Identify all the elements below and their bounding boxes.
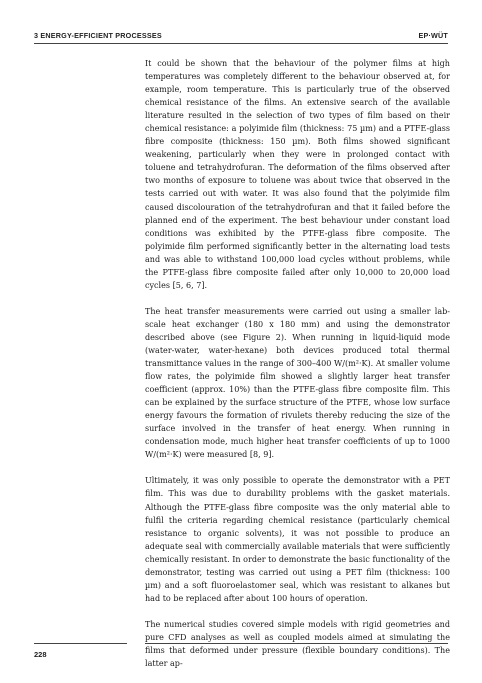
- section-title: 3 ENERGY-EFFICIENT PROCESSES: [34, 30, 162, 40]
- paragraph-polymer-films: It could be shown that the behaviour of the polymer films at high temperatures was completely different to the behaviour observed at, for example, room temperature. This is particularly true of the observed chemical resistance of the films. An extensive search of the available literature resulted in the selection of two types of film based on their chemical resistance: a polyimide film (thickness: 75 µm) and a PTFE-glass fibre composite (thickness: 150 µm). Both films showed significant weakening, particularly when they were in prolonged contact with toluene and tetrahydrofuran. The deformation of the films observed after two months of exposure to toluene was about twice that observed in the tests carried out with water. It was also found that the polyimide film caused discolouration of the tetrahydrofuran and that it failed before the planned end of the experiment. The best behaviour under constant load conditions was exhibited by the PTFE-glass fibre composite. The polyimide film performed significantly better in the alternating load tests and was able to withstand 100,000 load cycles without problems, while the PTFE-glass fibre composite failed after only 10,000 to 20,000 load cycles [5, 6, 7].: [145, 59, 450, 290]
- publisher-mark: EP·WÜT: [418, 30, 448, 40]
- footer-divider-right: [145, 643, 448, 644]
- body-text: [145, 57, 450, 683]
- paragraph-heat-transfer: The heat transfer measurements were carried out using a smaller lab-scale heat exchanger (180 x 180 mm) and using the demonstrator described above (see Figure 2). When running in liquid-liquid mode (water-water, water-hexane) both devices produced total thermal transmittance values in the range of 300–400 W/(m²·K). At smaller volume flow rates, the polyimide film showed a slightly larger heat transfer coefficient (approx. 10%) than the PTFE-glass fibre composite film. This can be explained by the surface structure of the PTFE, whose low surface energy favours the formation of rivulets thereby reducing the size of the surface involved in the transfer of heat energy. When running in condensation mode, much higher heat transfer coefficients of up to 1000 W/(m²·K) were measured [8, 9].: [145, 306, 450, 460]
- page-number: 228: [34, 650, 47, 659]
- paragraph-numerical-studies: The numerical studies covered simple models with rigid geometries and pure CFD analyses as well as coupled models aimed at simulating the films that deformed under pressure (flexible boundary conditions). The latter ap-: [145, 619, 450, 669]
- header-divider: [34, 43, 448, 44]
- paragraph-demonstrator: Ultimately, it was only possible to operate the demonstrator with a PET film. This was due to durability problems with the gasket materials. Although the PTFE-glass fibre composite was the only material able to fulfil the criteria regarding chemical resistance (particularly chemical resistance to organic solvents), it was not possible to produce an adequate seal with commercially available materials that were sufficiently chemically resistant. In order to demonstrate the basic functionality of the demonstrator, testing was carried out using a PET film (thickness: 100 µm) and a soft fluoroelastomer seal, which was resistant to alkanes but had to be replaced after about 100 hours of operation.: [145, 476, 450, 603]
- footer-divider-left: [34, 643, 127, 644]
- running-header: [34, 28, 448, 42]
